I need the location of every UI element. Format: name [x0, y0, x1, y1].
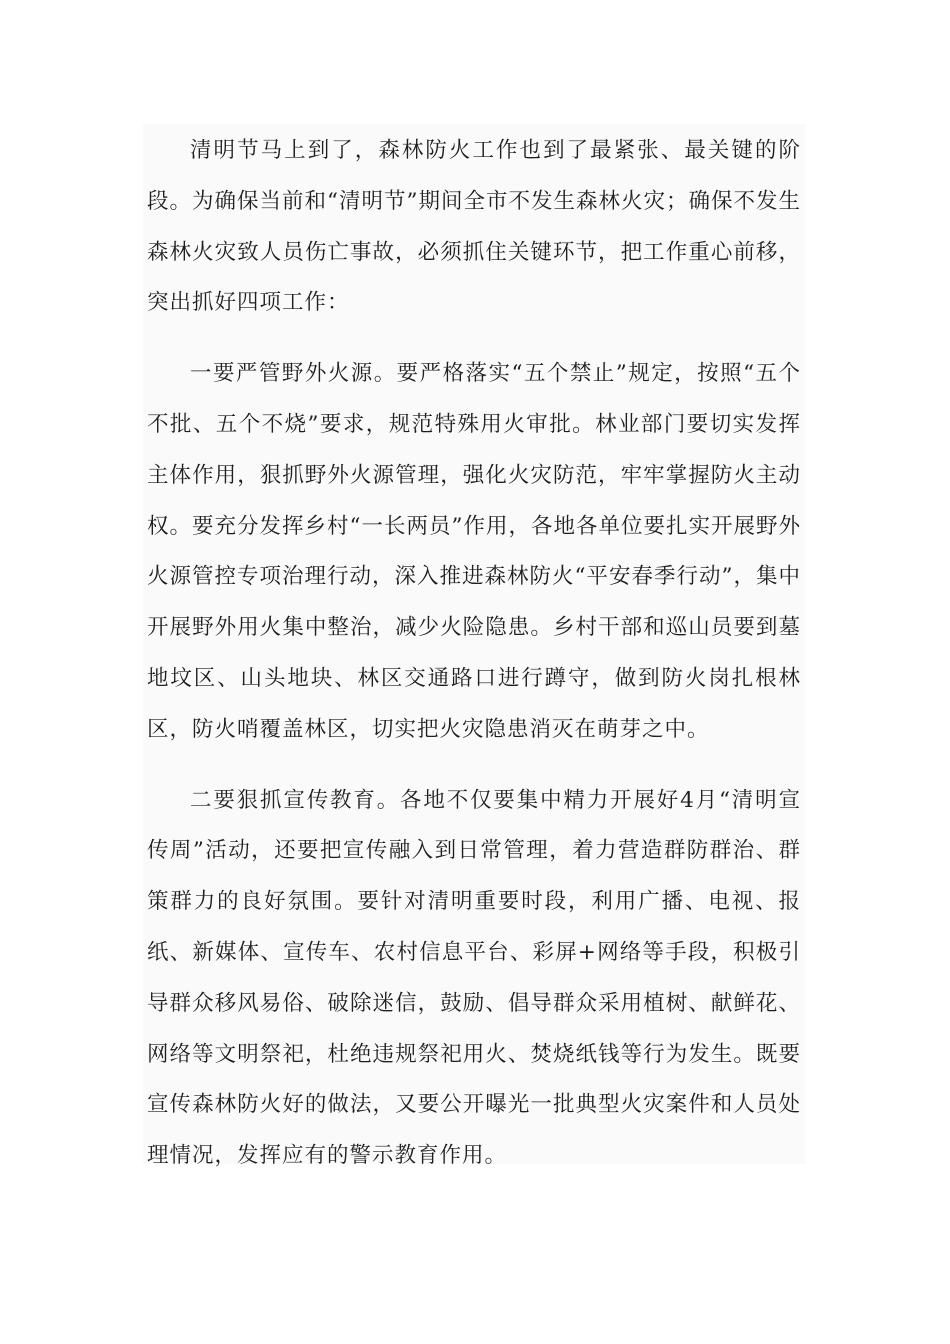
paragraph-intro: 清明节马上到了，森林防火工作也到了最紧张、最关键的阶段。为确保当前和“清明节”期间全市不发生森林火灾；确保不发生森林火灾致人员伤亡事故，必须抓住关键环节，把工作重心前移，突出抓好四项工作： [147, 138, 801, 316]
paragraph-fire-source: 一要严管野外火源。要严格落实“五个禁止”规定，按照“五个不批、五个不烧”要求，规范特殊用火审批。林业部门要切实发挥主体作用，狠抓野外火源管理，强化火灾防范，牢牢掌握防火主动权。要充分发挥乡村“一长两员”作用，各地各单位要扎实开展野外火源管控专项治理行动，深入推进森林防火“平安春季行动”，集中开展野外用火集中整治，减少火险隐患。乡村干部和巡山员要到墓地坟区、山头地块、林区交通路口进行蹲守，做到防火岗扎根林区，防火哨覆盖林区，切实把火灾隐患消灭在萌芽之中。 [147, 361, 801, 742]
paragraph-publicity: 二要狠抓宣传教育。各地不仅要集中精力开展好4月“清明宣传周”活动，还要把宣传融入到日常管理，着力营造群防群治、群策群力的良好氛围。要针对清明重要时段，利用广播、电视、报纸、新媒体、宣传车、农村信息平台、彩屏+网络等手段，积极引导群众移风易俗、破除迷信，鼓励、倡导群众采用植树、献鲜花、网络等文明祭祀，杜绝违规祭祀用火、焚烧纸钱等行为发生。既要宣传森林防火好的做法，又要公开曝光一批典型火灾案件和人员处理情况，发挥应有的警示教育作用。 [147, 787, 801, 1169]
document-body [143, 124, 805, 1169]
